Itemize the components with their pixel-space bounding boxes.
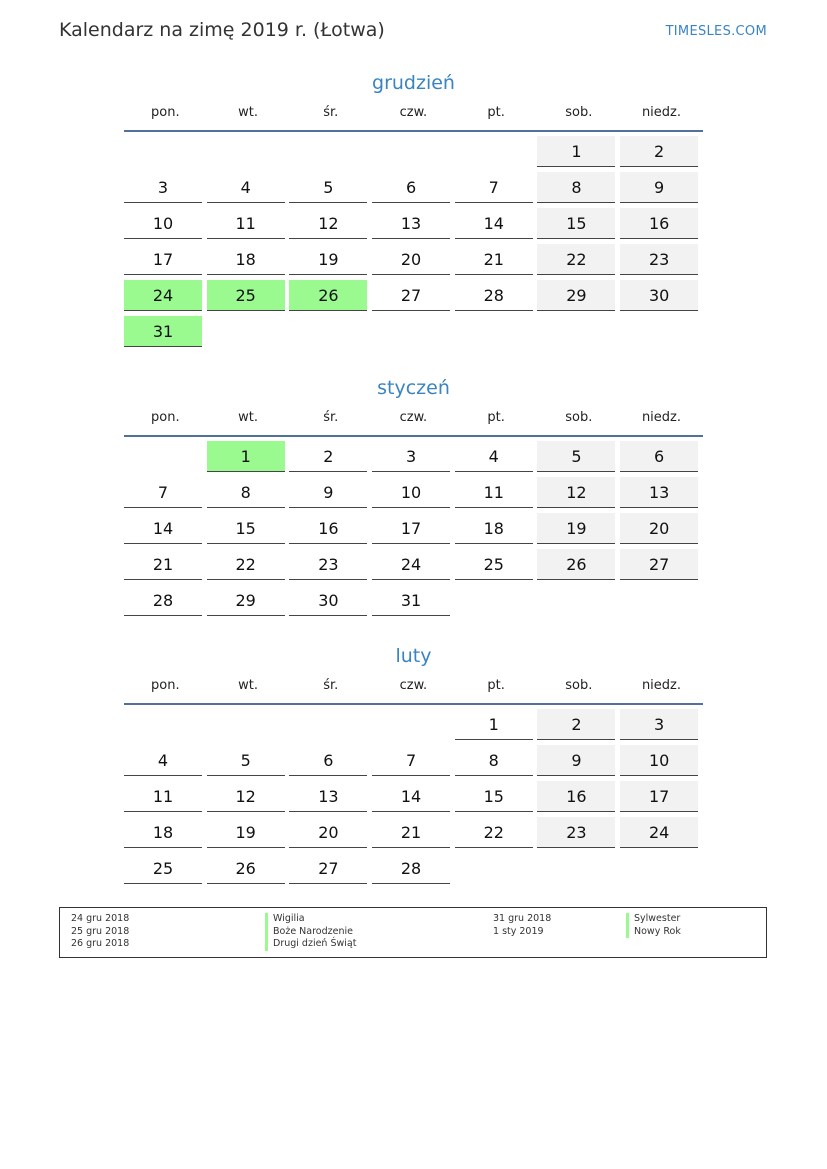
day-cell[interactable]: 12 — [289, 208, 367, 239]
day-cell[interactable]: 11 — [124, 781, 202, 812]
holiday-legend — [59, 907, 767, 958]
weekday-label: czw. — [399, 678, 428, 693]
day-cell[interactable]: 21 — [372, 817, 450, 848]
weekday-label: śr. — [323, 410, 339, 425]
weekday-label: sob. — [565, 410, 593, 425]
month-name: styczeń — [377, 377, 450, 399]
weeks-grid — [124, 441, 703, 621]
empty-cell — [620, 853, 698, 884]
header-divider — [124, 130, 703, 132]
day-cell-holiday[interactable]: 26 — [289, 280, 367, 311]
week-row — [124, 136, 703, 172]
legend-names-col-1 — [265, 913, 356, 951]
day-cell[interactable]: 5 — [289, 172, 367, 203]
week-row — [124, 172, 703, 208]
empty-cell — [207, 316, 285, 347]
day-cell[interactable]: 28 — [124, 585, 202, 616]
weekday-label: czw. — [399, 410, 428, 425]
day-cell[interactable]: 16 — [289, 513, 367, 544]
legend-dates-col-1 — [71, 913, 129, 951]
day-cell[interactable]: 22 — [455, 817, 533, 848]
holiday-name: Sylwester — [626, 913, 681, 926]
day-cell[interactable]: 24 — [372, 549, 450, 580]
day-cell[interactable]: 7 — [124, 477, 202, 508]
day-cell[interactable]: 30 — [289, 585, 367, 616]
day-cell[interactable]: 27 — [289, 853, 367, 884]
day-cell[interactable]: 19 — [207, 817, 285, 848]
weekday-label: sob. — [565, 678, 593, 693]
month-calendar-january — [124, 375, 703, 621]
day-cell-holiday[interactable]: 24 — [124, 280, 202, 311]
empty-cell — [455, 853, 533, 884]
day-cell[interactable]: 15 — [207, 513, 285, 544]
day-cell-weekend[interactable]: 17 — [620, 781, 698, 812]
day-cell[interactable]: 10 — [372, 477, 450, 508]
holiday-name: Wigilia — [265, 913, 356, 926]
week-row — [124, 781, 703, 817]
empty-cell — [455, 316, 533, 347]
day-cell[interactable]: 12 — [207, 781, 285, 812]
day-cell[interactable]: 9 — [289, 477, 367, 508]
day-cell[interactable]: 28 — [455, 280, 533, 311]
day-cell[interactable]: 2 — [289, 441, 367, 472]
day-cell[interactable]: 28 — [372, 853, 450, 884]
week-row — [124, 817, 703, 853]
day-cell[interactable]: 18 — [207, 244, 285, 275]
holiday-name: Boże Narodzenie — [265, 926, 356, 939]
day-cell-holiday[interactable]: 25 — [207, 280, 285, 311]
day-cell[interactable]: 22 — [207, 549, 285, 580]
weekday-label: niedz. — [641, 410, 681, 425]
day-cell[interactable]: 25 — [124, 853, 202, 884]
day-cell-weekend[interactable]: 20 — [620, 513, 698, 544]
day-cell-weekend[interactable]: 9 — [620, 172, 698, 203]
day-cell-weekend[interactable]: 27 — [620, 549, 698, 580]
weekday-label: niedz. — [641, 105, 681, 120]
day-cell-weekend[interactable]: 24 — [620, 817, 698, 848]
empty-cell — [372, 136, 450, 167]
day-cell[interactable]: 4 — [207, 172, 285, 203]
day-cell-weekend[interactable]: 16 — [537, 781, 615, 812]
week-row — [124, 441, 703, 477]
week-row — [124, 244, 703, 280]
weekday-label: niedz. — [641, 678, 681, 693]
week-row — [124, 513, 703, 549]
week-row — [124, 208, 703, 244]
day-cell[interactable]: 18 — [124, 817, 202, 848]
month-name: grudzień — [372, 72, 455, 94]
day-cell[interactable]: 17 — [372, 513, 450, 544]
day-cell[interactable]: 18 — [455, 513, 533, 544]
legend-names-col-2 — [626, 913, 681, 938]
week-row — [124, 585, 703, 621]
holiday-date: 24 gru 2018 — [71, 913, 130, 924]
day-cell[interactable]: 25 — [455, 549, 533, 580]
month-calendar-december — [124, 70, 703, 352]
day-cell-weekend[interactable]: 2 — [620, 136, 698, 167]
weekday-label: wt. — [238, 678, 258, 693]
week-row — [124, 477, 703, 513]
day-cell[interactable]: 4 — [124, 745, 202, 776]
day-cell[interactable]: 5 — [207, 745, 285, 776]
day-cell-weekend[interactable]: 9 — [537, 745, 615, 776]
day-cell[interactable]: 1 — [455, 709, 533, 740]
day-cell[interactable]: 21 — [124, 549, 202, 580]
brand-link[interactable]: TIMESLES.COM — [665, 24, 767, 39]
empty-cell — [620, 316, 698, 347]
day-cell[interactable]: 14 — [124, 513, 202, 544]
day-cell[interactable]: 15 — [455, 781, 533, 812]
header-divider — [124, 435, 703, 437]
weekday-label: pon. — [151, 678, 180, 693]
weekday-label: czw. — [399, 105, 428, 120]
day-cell-weekend[interactable]: 3 — [620, 709, 698, 740]
holiday-date: 1 sty 2019 — [493, 925, 544, 937]
empty-cell — [455, 136, 533, 167]
empty-cell — [207, 136, 285, 167]
day-cell[interactable]: 14 — [455, 208, 533, 239]
empty-cell — [124, 709, 202, 740]
empty-cell — [289, 709, 367, 740]
day-cell-weekend[interactable]: 23 — [537, 817, 615, 848]
day-cell[interactable]: 3 — [124, 172, 202, 203]
legend-dates-col-2 — [493, 913, 551, 938]
day-cell-weekend[interactable]: 15 — [537, 208, 615, 239]
day-cell[interactable]: 11 — [455, 477, 533, 508]
day-cell[interactable]: 17 — [124, 244, 202, 275]
month-calendar-february — [124, 643, 703, 889]
holiday-date: 25 gru 2018 — [71, 925, 130, 937]
day-cell[interactable]: 11 — [207, 208, 285, 239]
day-cell-weekend[interactable]: 2 — [537, 709, 615, 740]
empty-cell — [537, 316, 615, 347]
day-cell-weekend[interactable]: 6 — [620, 441, 698, 472]
day-cell[interactable]: 27 — [372, 280, 450, 311]
day-cell[interactable]: 20 — [289, 817, 367, 848]
empty-cell — [455, 585, 533, 616]
empty-cell — [124, 441, 202, 472]
page-title: Kalendarz na zimę 2019 r. (Łotwa) — [59, 19, 385, 41]
weeks-grid — [124, 709, 703, 889]
week-row — [124, 709, 703, 745]
week-row — [124, 745, 703, 781]
weekday-label: pt. — [487, 410, 505, 425]
weekday-label: wt. — [238, 105, 258, 120]
day-cell-weekend[interactable]: 8 — [537, 172, 615, 203]
day-cell[interactable]: 6 — [372, 172, 450, 203]
day-cell-holiday[interactable]: 1 — [207, 441, 285, 472]
weekday-header — [124, 104, 703, 130]
weekday-label: pt. — [487, 105, 505, 120]
day-cell-weekend[interactable]: 13 — [620, 477, 698, 508]
day-cell-weekend[interactable]: 5 — [537, 441, 615, 472]
day-cell[interactable]: 31 — [372, 585, 450, 616]
weekday-header — [124, 409, 703, 435]
day-cell[interactable]: 8 — [455, 745, 533, 776]
holiday-name: Drugi dzień Świąt — [265, 938, 356, 951]
day-cell[interactable]: 7 — [372, 745, 450, 776]
holiday-date: 31 gru 2018 — [493, 913, 552, 924]
day-cell[interactable]: 26 — [207, 853, 285, 884]
week-row — [124, 316, 703, 352]
header-divider — [124, 703, 703, 705]
empty-cell — [620, 585, 698, 616]
day-cell[interactable]: 4 — [455, 441, 533, 472]
empty-cell — [289, 316, 367, 347]
day-cell-weekend[interactable]: 29 — [537, 280, 615, 311]
day-cell-weekend[interactable]: 30 — [620, 280, 698, 311]
day-cell[interactable]: 21 — [455, 244, 533, 275]
weeks-grid — [124, 136, 703, 352]
holiday-date: 26 gru 2018 — [71, 938, 130, 949]
empty-cell — [289, 136, 367, 167]
day-cell[interactable]: 14 — [372, 781, 450, 812]
day-cell[interactable]: 8 — [207, 477, 285, 508]
week-row — [124, 280, 703, 316]
weekday-label: śr. — [323, 678, 339, 693]
day-cell[interactable]: 3 — [372, 441, 450, 472]
weekday-label: pon. — [151, 105, 180, 120]
day-cell-weekend[interactable]: 23 — [620, 244, 698, 275]
day-cell[interactable]: 6 — [289, 745, 367, 776]
day-cell-weekend[interactable]: 26 — [537, 549, 615, 580]
day-cell[interactable]: 20 — [372, 244, 450, 275]
weekday-label: pon. — [151, 410, 180, 425]
day-cell[interactable]: 10 — [124, 208, 202, 239]
day-cell-weekend[interactable]: 10 — [620, 745, 698, 776]
day-cell[interactable]: 7 — [455, 172, 533, 203]
weekday-label: pt. — [487, 678, 505, 693]
day-cell-holiday[interactable]: 31 — [124, 316, 202, 347]
day-cell-weekend[interactable]: 19 — [537, 513, 615, 544]
day-cell-weekend[interactable]: 16 — [620, 208, 698, 239]
day-cell[interactable]: 23 — [289, 549, 367, 580]
holiday-name: Nowy Rok — [626, 926, 681, 939]
week-row — [124, 549, 703, 585]
day-cell-weekend[interactable]: 1 — [537, 136, 615, 167]
day-cell[interactable]: 29 — [207, 585, 285, 616]
empty-cell — [537, 585, 615, 616]
weekday-label: wt. — [238, 410, 258, 425]
week-row — [124, 853, 703, 889]
day-cell[interactable]: 13 — [289, 781, 367, 812]
weekday-label: sob. — [565, 105, 593, 120]
empty-cell — [207, 709, 285, 740]
weekday-header — [124, 677, 703, 703]
day-cell-weekend[interactable]: 12 — [537, 477, 615, 508]
day-cell[interactable]: 19 — [289, 244, 367, 275]
empty-cell — [537, 853, 615, 884]
empty-cell — [372, 316, 450, 347]
weekday-label: śr. — [323, 105, 339, 120]
empty-cell — [124, 136, 202, 167]
day-cell-weekend[interactable]: 22 — [537, 244, 615, 275]
month-name: luty — [395, 645, 432, 667]
day-cell[interactable]: 13 — [372, 208, 450, 239]
empty-cell — [372, 709, 450, 740]
